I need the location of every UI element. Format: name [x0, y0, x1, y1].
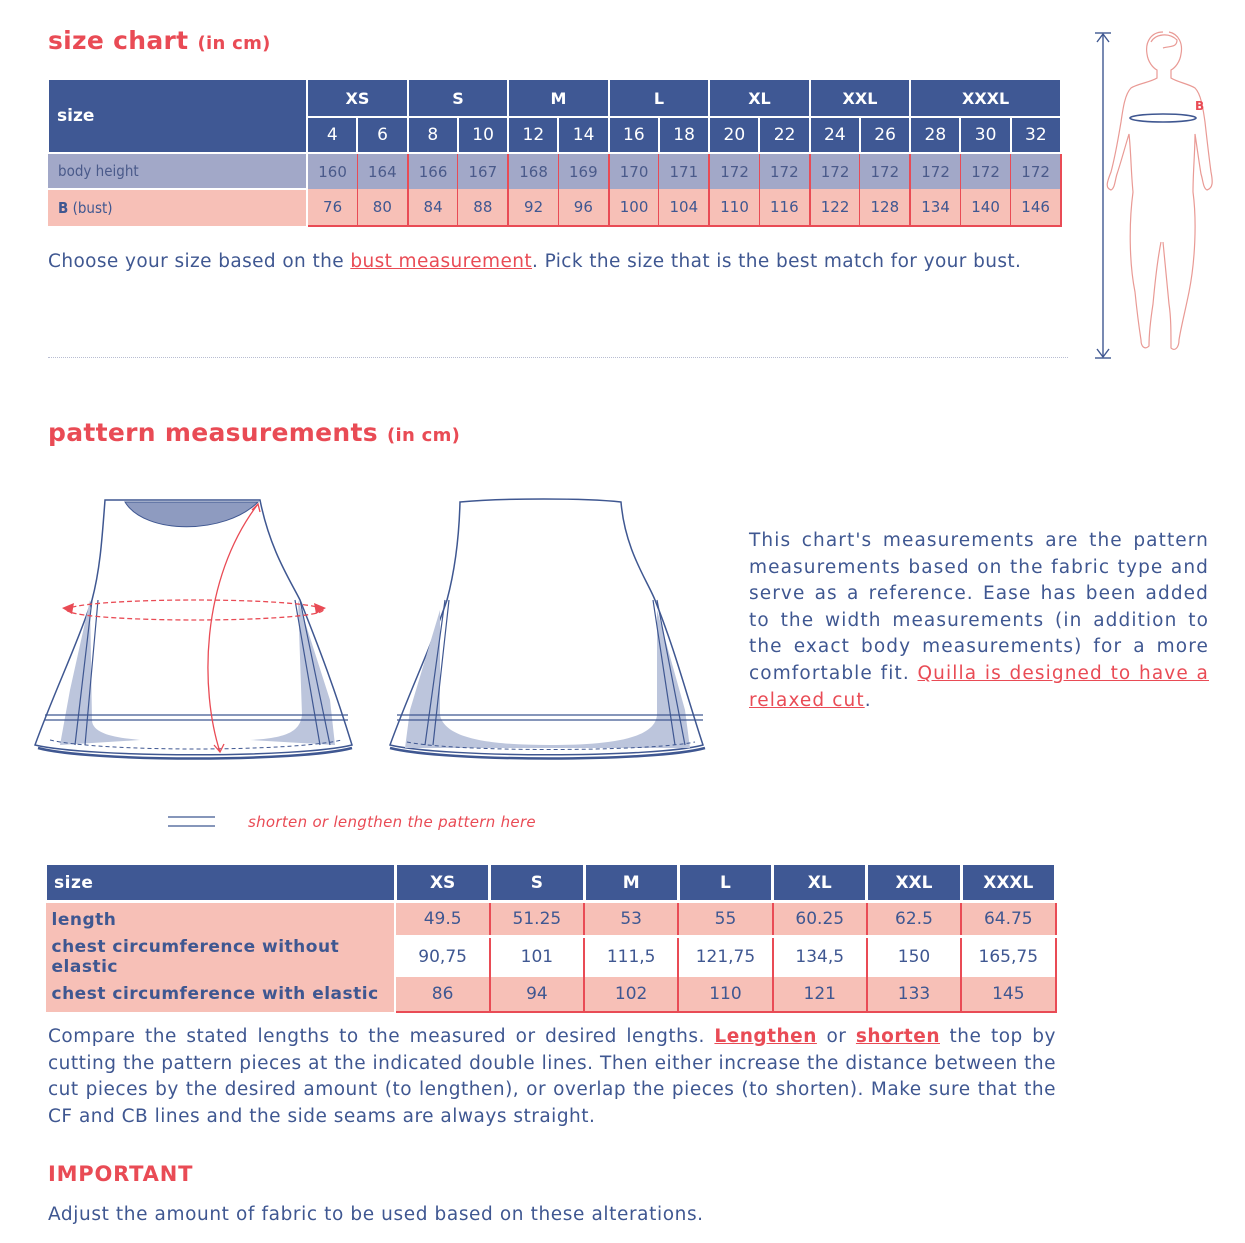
cell: 100	[609, 189, 659, 226]
cell: 53	[584, 902, 678, 937]
pattern-size-col: XS	[395, 864, 489, 902]
cell: 168	[508, 153, 558, 189]
legend-text: shorten or lengthen the pattern here	[248, 813, 536, 831]
pattern-size-col: S	[490, 864, 584, 902]
cell: 80	[357, 189, 407, 226]
chest-with-elastic-row	[46, 977, 1056, 1012]
pattern-title-text: pattern measurements	[48, 418, 378, 447]
size-group-m: M	[508, 79, 609, 117]
size-chart-unit: (in cm)	[197, 33, 271, 54]
cell: 133	[867, 977, 961, 1012]
cell: 101	[490, 937, 584, 977]
size-group-xs: XS	[307, 79, 408, 117]
cell: 122	[810, 189, 860, 226]
cell: 171	[659, 153, 709, 189]
cell: 172	[910, 153, 960, 189]
cell: 90,75	[395, 937, 489, 977]
size-group-xxxl: XXXL	[910, 79, 1061, 117]
bust-marker-label: B	[1195, 99, 1205, 113]
section-divider	[48, 357, 1068, 358]
size-number: 24	[810, 117, 860, 153]
size-number: 6	[357, 117, 407, 153]
cell: 172	[759, 153, 809, 189]
relaxed-cut-link[interactable]: Quilla is designed to have a relaxed cut	[749, 662, 1209, 711]
cell: 134,5	[773, 937, 867, 977]
size-group-s: S	[408, 79, 509, 117]
compare-text-or: or	[816, 1026, 856, 1047]
row-label: chest circumference without elastic	[46, 937, 396, 977]
size-number: 30	[960, 117, 1010, 153]
body-height-row	[48, 153, 1061, 189]
pattern-table	[44, 862, 1057, 1013]
length-row	[46, 902, 1056, 937]
size-number: 32	[1011, 117, 1061, 153]
pattern-size-col: XXXL	[961, 864, 1055, 902]
size-header: size	[48, 79, 307, 153]
row-label: chest circumference with elastic	[46, 977, 396, 1012]
size-note-text: Choose your size based on the	[48, 251, 351, 272]
double-line-legend-icon	[167, 814, 217, 830]
cell: 94	[490, 977, 584, 1012]
cell: 167	[458, 153, 508, 189]
size-number: 16	[609, 117, 659, 153]
pattern-description-text: This chart's measurements are the pattern measurements based on the fabric type and serve as a reference. Ease has been added to the width measurements (in addition to the exact body measurements) for a more comfortable fit.	[749, 530, 1209, 684]
cell: 165,75	[961, 937, 1055, 977]
size-number: 8	[408, 117, 458, 153]
compare-paragraph	[48, 1024, 1056, 1130]
front-pattern-illustration	[30, 490, 360, 775]
chest-without-elastic-row	[46, 937, 1056, 977]
lengthen-link[interactable]: Lengthen	[714, 1026, 817, 1047]
cell: 110	[709, 189, 759, 226]
cell: 49.5	[395, 902, 489, 937]
row-label: length	[46, 902, 396, 937]
size-number: 28	[910, 117, 960, 153]
size-number: 12	[508, 117, 558, 153]
pattern-description-end: .	[864, 689, 872, 711]
important-heading: IMPORTANT	[48, 1162, 194, 1186]
pattern-title	[48, 418, 460, 447]
cell: 172	[860, 153, 910, 189]
bust-letter: B	[58, 199, 69, 217]
back-pattern-illustration	[385, 490, 715, 775]
cell: 116	[759, 189, 809, 226]
size-group-xl: XL	[709, 79, 810, 117]
cell: 128	[860, 189, 910, 226]
size-number: 18	[659, 117, 709, 153]
row-label	[48, 189, 307, 226]
cell: 172	[810, 153, 860, 189]
cell: 172	[1011, 153, 1061, 189]
size-number: 10	[458, 117, 508, 153]
cell: 134	[910, 189, 960, 226]
pattern-size-col: L	[678, 864, 772, 902]
cell: 140	[960, 189, 1010, 226]
cell: 166	[408, 153, 458, 189]
bust-row	[48, 189, 1061, 226]
bust-measurement-link[interactable]: bust measurement	[350, 251, 533, 272]
pattern-size-col: M	[584, 864, 678, 902]
cell: 121,75	[678, 937, 772, 977]
cell: 121	[773, 977, 867, 1012]
pattern-size-header: size	[46, 864, 396, 902]
cell: 88	[458, 189, 508, 226]
size-number: 4	[307, 117, 357, 153]
cell: 172	[960, 153, 1010, 189]
cell: 146	[1011, 189, 1061, 226]
size-number: 14	[558, 117, 608, 153]
cell: 104	[659, 189, 709, 226]
cell: 169	[558, 153, 608, 189]
cell: 86	[395, 977, 489, 1012]
cell: 76	[307, 189, 357, 226]
cell: 145	[961, 977, 1055, 1012]
cell: 110	[678, 977, 772, 1012]
cell: 55	[678, 902, 772, 937]
cell: 92	[508, 189, 558, 226]
size-number: 26	[860, 117, 910, 153]
cell: 62.5	[867, 902, 961, 937]
cell: 51.25	[490, 902, 584, 937]
cell: 96	[558, 189, 608, 226]
size-chart-title	[48, 26, 271, 55]
pattern-size-col: XL	[773, 864, 867, 902]
cell: 64.75	[961, 902, 1055, 937]
cell: 84	[408, 189, 458, 226]
cell: 150	[867, 937, 961, 977]
important-text: Adjust the amount of fabric to be used based on these alterations.	[48, 1204, 704, 1225]
cell: 164	[357, 153, 407, 189]
bust-label: (bust)	[68, 199, 113, 217]
cell: 60.25	[773, 902, 867, 937]
compare-text: Compare the stated lengths to the measured or desired lengths.	[48, 1026, 715, 1047]
size-group-xxl: XXL	[810, 79, 911, 117]
size-chart-title-text: size chart	[48, 26, 189, 55]
cell: 172	[709, 153, 759, 189]
pattern-size-col: XXL	[867, 864, 961, 902]
compare-text-rest: the top by cutting the pattern pieces at the indicated double lines. Then either increase the distance between the cut pieces by the desired amount (to lengthen), or overlap the pieces (to shorten). Make sure that the CF and CB lines and the side seams are always straight.	[48, 1026, 1056, 1127]
cell: 170	[609, 153, 659, 189]
cell: 160	[307, 153, 357, 189]
pattern-unit: (in cm)	[386, 425, 461, 446]
body-figure-illustration	[1085, 22, 1235, 367]
size-note	[48, 249, 1088, 276]
cell: 102	[584, 977, 678, 1012]
pattern-description	[749, 528, 1209, 714]
size-number: 20	[709, 117, 759, 153]
size-group-l: L	[609, 79, 710, 117]
size-note-text-end: . Pick the size that is the best match for your bust.	[532, 251, 1022, 272]
cell: 111,5	[584, 937, 678, 977]
size-number: 22	[759, 117, 809, 153]
size-chart-table	[47, 78, 1062, 227]
row-label: body height	[48, 153, 307, 189]
shorten-link[interactable]: shorten	[855, 1026, 940, 1047]
